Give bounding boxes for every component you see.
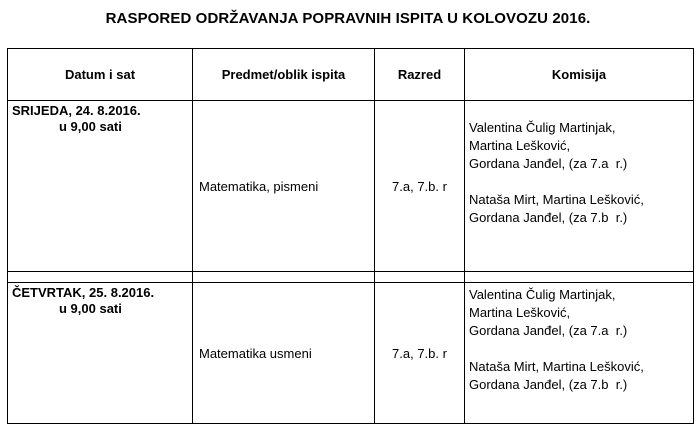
committee-line: Gordana Janđel, (za 7.b r.) [469, 377, 628, 392]
table-row [8, 101, 694, 272]
committee-group [469, 119, 693, 173]
committee-line: Nataša Mirt, Martina Lešković, [469, 359, 644, 374]
subject-cell: Matematika usmeni [193, 283, 375, 424]
spacer-cell [375, 272, 465, 283]
header-committee: Komisija [465, 49, 694, 101]
committee-group [469, 286, 693, 340]
committee-line: Valentina Čulig Martinjak, [469, 287, 616, 302]
page-title: RASPORED ODRŽAVANJA POPRAVNIH ISPITA U KOLOVOZU 2016. [105, 10, 591, 27]
committee-line: Gordana Janđel, (za 7.a r.) [469, 323, 628, 338]
exam-time: u 9,00 sati [59, 119, 122, 134]
date-cell [8, 101, 193, 272]
spacer-cell [193, 272, 375, 283]
exam-time: u 9,00 sati [59, 301, 122, 316]
committee-line: Gordana Janđel, (za 7.b r.) [469, 210, 628, 225]
committee-line: Nataša Mirt, Martina Lešković, [469, 192, 644, 207]
committee-group [469, 358, 693, 394]
spacer-row [8, 272, 694, 283]
committee-line: Martina Lešković, [469, 305, 571, 320]
committee-cell [465, 283, 694, 424]
committee-group [469, 191, 693, 227]
committee-line: Valentina Čulig Martinjak, [469, 120, 616, 135]
class-cell: 7.a, 7.b. r [375, 101, 465, 272]
committee-line: Martina Lešković, [469, 138, 571, 153]
table-row [8, 283, 694, 424]
exam-date: ČETVRTAK, 25. 8.2016. [12, 285, 155, 300]
exam-date: SRIJEDA, 24. 8.2016. [12, 103, 141, 118]
spacer-cell [8, 272, 193, 283]
table-header-row [8, 49, 694, 101]
subject-cell: Matematika, pismeni [193, 101, 375, 272]
committee-line: Gordana Janđel, (za 7.a r.) [469, 156, 628, 171]
spacer-cell [465, 272, 694, 283]
header-class: Razred [375, 49, 465, 101]
header-subject: Predmet/oblik ispita [193, 49, 375, 101]
header-date-time: Datum i sat [8, 49, 193, 101]
exam-schedule-table [7, 48, 694, 424]
committee-cell [465, 101, 694, 272]
date-cell [8, 283, 193, 424]
class-cell: 7.a, 7.b. r [375, 283, 465, 424]
